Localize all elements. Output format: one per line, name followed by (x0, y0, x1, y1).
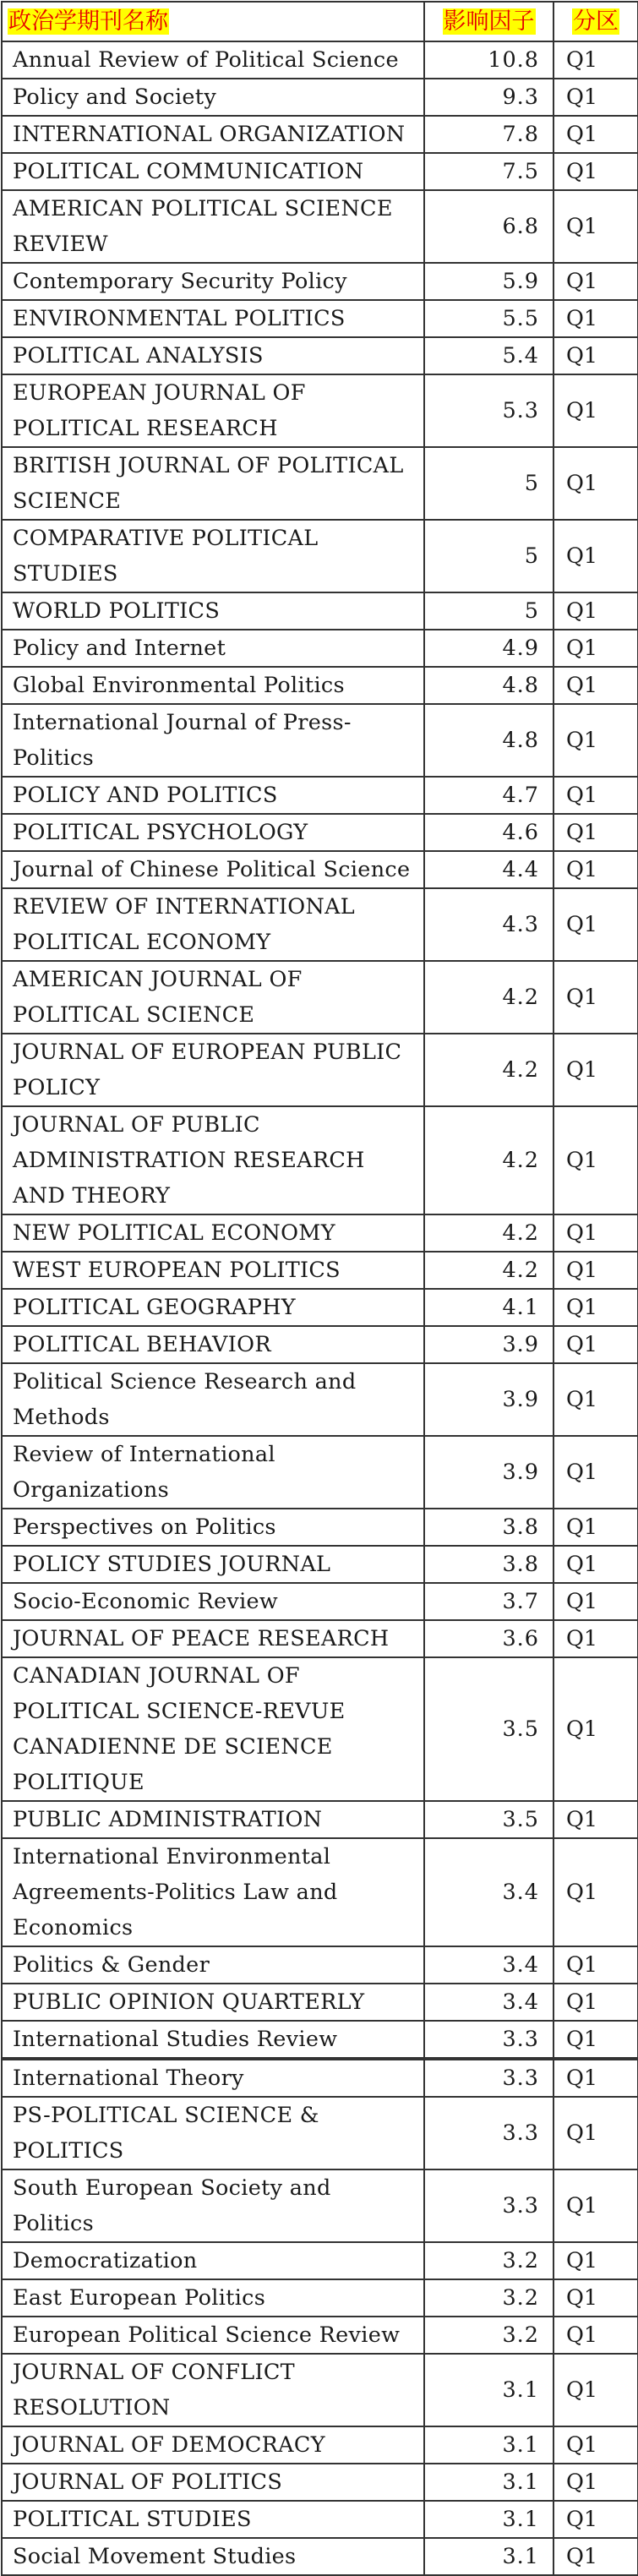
impact-factor-cell: 10.8 (424, 41, 553, 79)
table-row (2, 961, 638, 1034)
table-row (2, 2464, 638, 2501)
journal-name-cell: Review of International Organizations (2, 1436, 424, 1509)
impact-factor-cell: 3.9 (424, 1436, 553, 1509)
quartile-cell: Q1 (553, 1620, 638, 1657)
impact-factor-cell: 4.2 (424, 1252, 553, 1289)
table-row (2, 2538, 638, 2575)
quartile-cell: Q1 (553, 116, 638, 153)
journal-name-cell: AMERICAN JOURNAL OF POLITICAL SCIENCE (2, 961, 424, 1034)
header-quartile-label: 分区 (573, 8, 619, 35)
journal-name-cell: JOURNAL OF POLITICS (2, 2464, 424, 2501)
quartile-cell: Q1 (553, 814, 638, 851)
journal-name-cell: Journal of Chinese Political Science (2, 851, 424, 888)
impact-factor-cell: 3.2 (424, 2279, 553, 2317)
journal-name-cell: JOURNAL OF CONFLICT RESOLUTION (2, 2354, 424, 2426)
quartile-cell: Q1 (553, 630, 638, 667)
quartile-cell: Q1 (553, 300, 638, 337)
journal-name-cell: PS-POLITICAL SCIENCE & POLITICS (2, 2097, 424, 2169)
table-row (2, 1583, 638, 1620)
quartile-cell: Q1 (553, 888, 638, 961)
impact-factor-cell: 3.1 (424, 2426, 553, 2464)
journal-name-cell: PUBLIC OPINION QUARTERLY (2, 1984, 424, 2021)
journal-name-cell: EUROPEAN JOURNAL OF POLITICAL RESEARCH (2, 374, 424, 447)
quartile-cell: Q1 (553, 1657, 638, 1801)
quartile-cell: Q1 (553, 777, 638, 814)
table-row (2, 2059, 638, 2097)
table-row (2, 667, 638, 704)
table-row (2, 2169, 638, 2242)
journal-name-cell: Global Environmental Politics (2, 667, 424, 704)
journal-name-cell: Socio-Economic Review (2, 1583, 424, 1620)
journal-name-cell: COMPARATIVE POLITICAL STUDIES (2, 520, 424, 592)
table-row (2, 2097, 638, 2169)
impact-factor-cell: 3.1 (424, 2501, 553, 2538)
impact-factor-cell: 4.7 (424, 777, 553, 814)
quartile-cell: Q1 (553, 2501, 638, 2538)
journal-name-cell: ENVIRONMENTAL POLITICS (2, 300, 424, 337)
table-row (2, 1363, 638, 1436)
table-row (2, 1509, 638, 1546)
impact-factor-cell: 7.8 (424, 116, 553, 153)
table-row (2, 2317, 638, 2354)
journal-name-cell: POLITICAL GEOGRAPHY (2, 1289, 424, 1326)
table-row (2, 116, 638, 153)
impact-factor-cell: 3.3 (424, 2021, 553, 2059)
impact-factor-cell: 3.5 (424, 1657, 553, 1801)
table-row (2, 814, 638, 851)
quartile-cell: Q1 (553, 2354, 638, 2426)
journal-name-cell: Democratization (2, 2242, 424, 2279)
journal-name-cell: JOURNAL OF EUROPEAN PUBLIC POLICY (2, 1034, 424, 1106)
impact-factor-cell: 5 (424, 447, 553, 520)
table-row (2, 79, 638, 116)
impact-factor-cell: 3.1 (424, 2354, 553, 2426)
table-row (2, 263, 638, 300)
quartile-cell: Q1 (553, 2242, 638, 2279)
journal-name-cell: Annual Review of Political Science (2, 41, 424, 79)
impact-factor-cell: 4.6 (424, 814, 553, 851)
quartile-cell: Q1 (553, 1106, 638, 1214)
quartile-cell: Q1 (553, 1363, 638, 1436)
header-journal-name (2, 2, 424, 41)
impact-factor-cell: 3.9 (424, 1363, 553, 1436)
table-row (2, 1546, 638, 1583)
table-row (2, 2242, 638, 2279)
table-row (2, 1620, 638, 1657)
table-row (2, 374, 638, 447)
header-impact-factor (424, 2, 553, 41)
impact-factor-cell: 3.9 (424, 1326, 553, 1363)
quartile-cell: Q1 (553, 1214, 638, 1252)
impact-factor-cell: 5 (424, 592, 553, 630)
quartile-cell: Q1 (553, 2169, 638, 2242)
quartile-cell: Q1 (553, 2426, 638, 2464)
impact-factor-cell: 3.7 (424, 1583, 553, 1620)
header-quartile (553, 2, 638, 41)
quartile-cell: Q1 (553, 41, 638, 79)
table-row (2, 41, 638, 79)
table-row (2, 520, 638, 592)
quartile-cell: Q1 (553, 1436, 638, 1509)
quartile-cell: Q1 (553, 1326, 638, 1363)
journal-name-cell: European Political Science Review (2, 2317, 424, 2354)
journal-name-cell: JOURNAL OF DEMOCRACY (2, 2426, 424, 2464)
table-body (2, 41, 638, 2575)
table-row (2, 851, 638, 888)
table-row (2, 1436, 638, 1509)
journal-name-cell: REVIEW OF INTERNATIONAL POLITICAL ECONOMY (2, 888, 424, 961)
impact-factor-cell: 3.6 (424, 1620, 553, 1657)
table-row (2, 300, 638, 337)
impact-factor-cell: 3.8 (424, 1546, 553, 1583)
table-row (2, 337, 638, 374)
journal-name-cell: International Environmental Agreements-Politics Law and Economics (2, 1838, 424, 1946)
impact-factor-cell: 3.4 (424, 1984, 553, 2021)
journal-name-cell: Policy and Internet (2, 630, 424, 667)
table-row (2, 777, 638, 814)
quartile-cell: Q1 (553, 190, 638, 263)
journal-name-cell: WEST EUROPEAN POLITICS (2, 1252, 424, 1289)
impact-factor-cell: 5 (424, 520, 553, 592)
quartile-cell: Q1 (553, 374, 638, 447)
quartile-cell: Q1 (553, 851, 638, 888)
impact-factor-cell: 3.2 (424, 2242, 553, 2279)
table-row (2, 1838, 638, 1946)
table-row (2, 1801, 638, 1838)
table-row (2, 1657, 638, 1801)
table-row (2, 1326, 638, 1363)
quartile-cell: Q1 (553, 961, 638, 1034)
quartile-cell: Q1 (553, 79, 638, 116)
table-row (2, 1106, 638, 1214)
impact-factor-cell: 3.3 (424, 2169, 553, 2242)
journal-name-cell: International Journal of Press-Politics (2, 704, 424, 777)
table-row (2, 1984, 638, 2021)
quartile-cell: Q1 (553, 2021, 638, 2059)
impact-factor-cell: 4.2 (424, 1034, 553, 1106)
journal-name-cell: Policy and Society (2, 79, 424, 116)
impact-factor-cell: 4.8 (424, 704, 553, 777)
impact-factor-cell: 5.4 (424, 337, 553, 374)
quartile-cell: Q1 (553, 2059, 638, 2097)
journal-name-cell: Contemporary Security Policy (2, 263, 424, 300)
impact-factor-cell: 6.8 (424, 190, 553, 263)
table-row (2, 2021, 638, 2059)
table-row (2, 2279, 638, 2317)
impact-factor-cell: 4.3 (424, 888, 553, 961)
table-row (2, 888, 638, 961)
journal-name-cell: AMERICAN POLITICAL SCIENCE REVIEW (2, 190, 424, 263)
table-row (2, 153, 638, 190)
impact-factor-cell: 4.2 (424, 1214, 553, 1252)
impact-factor-cell: 3.4 (424, 1946, 553, 1984)
impact-factor-cell: 3.1 (424, 2464, 553, 2501)
quartile-cell: Q1 (553, 1583, 638, 1620)
journal-name-cell: Politics & Gender (2, 1946, 424, 1984)
impact-factor-cell: 3.8 (424, 1509, 553, 1546)
quartile-cell: Q1 (553, 2317, 638, 2354)
journal-name-cell: JOURNAL OF PEACE RESEARCH (2, 1620, 424, 1657)
impact-factor-cell: 4.9 (424, 630, 553, 667)
table-row (2, 2501, 638, 2538)
table-row (2, 447, 638, 520)
impact-factor-cell: 9.3 (424, 79, 553, 116)
impact-factor-cell: 3.3 (424, 2097, 553, 2169)
impact-factor-cell: 4.4 (424, 851, 553, 888)
quartile-cell: Q1 (553, 1252, 638, 1289)
journal-name-cell: POLICY STUDIES JOURNAL (2, 1546, 424, 1583)
journal-name-cell: South European Society and Politics (2, 2169, 424, 2242)
journal-name-cell: PUBLIC ADMINISTRATION (2, 1801, 424, 1838)
impact-factor-cell: 5.3 (424, 374, 553, 447)
table-row (2, 1034, 638, 1106)
table-row (2, 1289, 638, 1326)
impact-factor-cell: 5.9 (424, 263, 553, 300)
journal-name-cell: POLITICAL ANALYSIS (2, 337, 424, 374)
impact-factor-cell: 4.2 (424, 1106, 553, 1214)
journal-name-cell: WORLD POLITICS (2, 592, 424, 630)
journal-name-cell: International Theory (2, 2059, 424, 2097)
table-row (2, 630, 638, 667)
impact-factor-cell: 7.5 (424, 153, 553, 190)
impact-factor-cell: 3.1 (424, 2538, 553, 2575)
journal-name-cell: POLICY AND POLITICS (2, 777, 424, 814)
journal-name-cell: International Studies Review (2, 2021, 424, 2059)
journal-name-cell: Political Science Research and Methods (2, 1363, 424, 1436)
quartile-cell: Q1 (553, 1034, 638, 1106)
impact-factor-cell: 3.2 (424, 2317, 553, 2354)
journal-name-cell: Perspectives on Politics (2, 1509, 424, 1546)
impact-factor-cell: 3.3 (424, 2059, 553, 2097)
impact-factor-cell: 4.2 (424, 961, 553, 1034)
quartile-cell: Q1 (553, 1946, 638, 1984)
impact-factor-cell: 3.4 (424, 1838, 553, 1946)
table-row (2, 1252, 638, 1289)
journal-name-cell: JOURNAL OF PUBLIC ADMINISTRATION RESEARCH AND THEORY (2, 1106, 424, 1214)
impact-factor-cell: 5.5 (424, 300, 553, 337)
quartile-cell: Q1 (553, 2538, 638, 2575)
journal-name-cell: BRITISH JOURNAL OF POLITICAL SCIENCE (2, 447, 424, 520)
quartile-cell: Q1 (553, 1984, 638, 2021)
journal-name-cell: POLITICAL PSYCHOLOGY (2, 814, 424, 851)
quartile-cell: Q1 (553, 337, 638, 374)
journal-name-cell: CANADIAN JOURNAL OF POLITICAL SCIENCE-REVUE CANADIENNE DE SCIENCE POLITIQUE (2, 1657, 424, 1801)
journal-name-cell: Social Movement Studies (2, 2538, 424, 2575)
journal-name-cell: POLITICAL BEHAVIOR (2, 1326, 424, 1363)
quartile-cell: Q1 (553, 1801, 638, 1838)
journal-name-cell: POLITICAL STUDIES (2, 2501, 424, 2538)
table-row (2, 592, 638, 630)
quartile-cell: Q1 (553, 1546, 638, 1583)
table-row (2, 190, 638, 263)
quartile-cell: Q1 (553, 704, 638, 777)
impact-factor-cell: 4.8 (424, 667, 553, 704)
quartile-cell: Q1 (553, 1289, 638, 1326)
quartile-cell: Q1 (553, 667, 638, 704)
table-row (2, 704, 638, 777)
impact-factor-cell: 4.1 (424, 1289, 553, 1326)
quartile-cell: Q1 (553, 2097, 638, 2169)
quartile-cell: Q1 (553, 263, 638, 300)
table-row (2, 2426, 638, 2464)
table-row (2, 2354, 638, 2426)
journal-name-cell: NEW POLITICAL ECONOMY (2, 1214, 424, 1252)
quartile-cell: Q1 (553, 592, 638, 630)
quartile-cell: Q1 (553, 2464, 638, 2501)
table-row (2, 1214, 638, 1252)
journal-table (1, 1, 638, 2576)
impact-factor-cell: 3.5 (424, 1801, 553, 1838)
header-row (2, 2, 638, 41)
quartile-cell: Q1 (553, 2279, 638, 2317)
journal-name-cell: INTERNATIONAL ORGANIZATION (2, 116, 424, 153)
quartile-cell: Q1 (553, 447, 638, 520)
header-impact-factor-label: 影响因子 (443, 8, 535, 35)
journal-name-cell: East European Politics (2, 2279, 424, 2317)
table-row (2, 1946, 638, 1984)
quartile-cell: Q1 (553, 1509, 638, 1546)
quartile-cell: Q1 (553, 1838, 638, 1946)
header-journal-name-label: 政治学期刊名称 (8, 8, 168, 35)
quartile-cell: Q1 (553, 153, 638, 190)
quartile-cell: Q1 (553, 520, 638, 592)
journal-name-cell: POLITICAL COMMUNICATION (2, 153, 424, 190)
